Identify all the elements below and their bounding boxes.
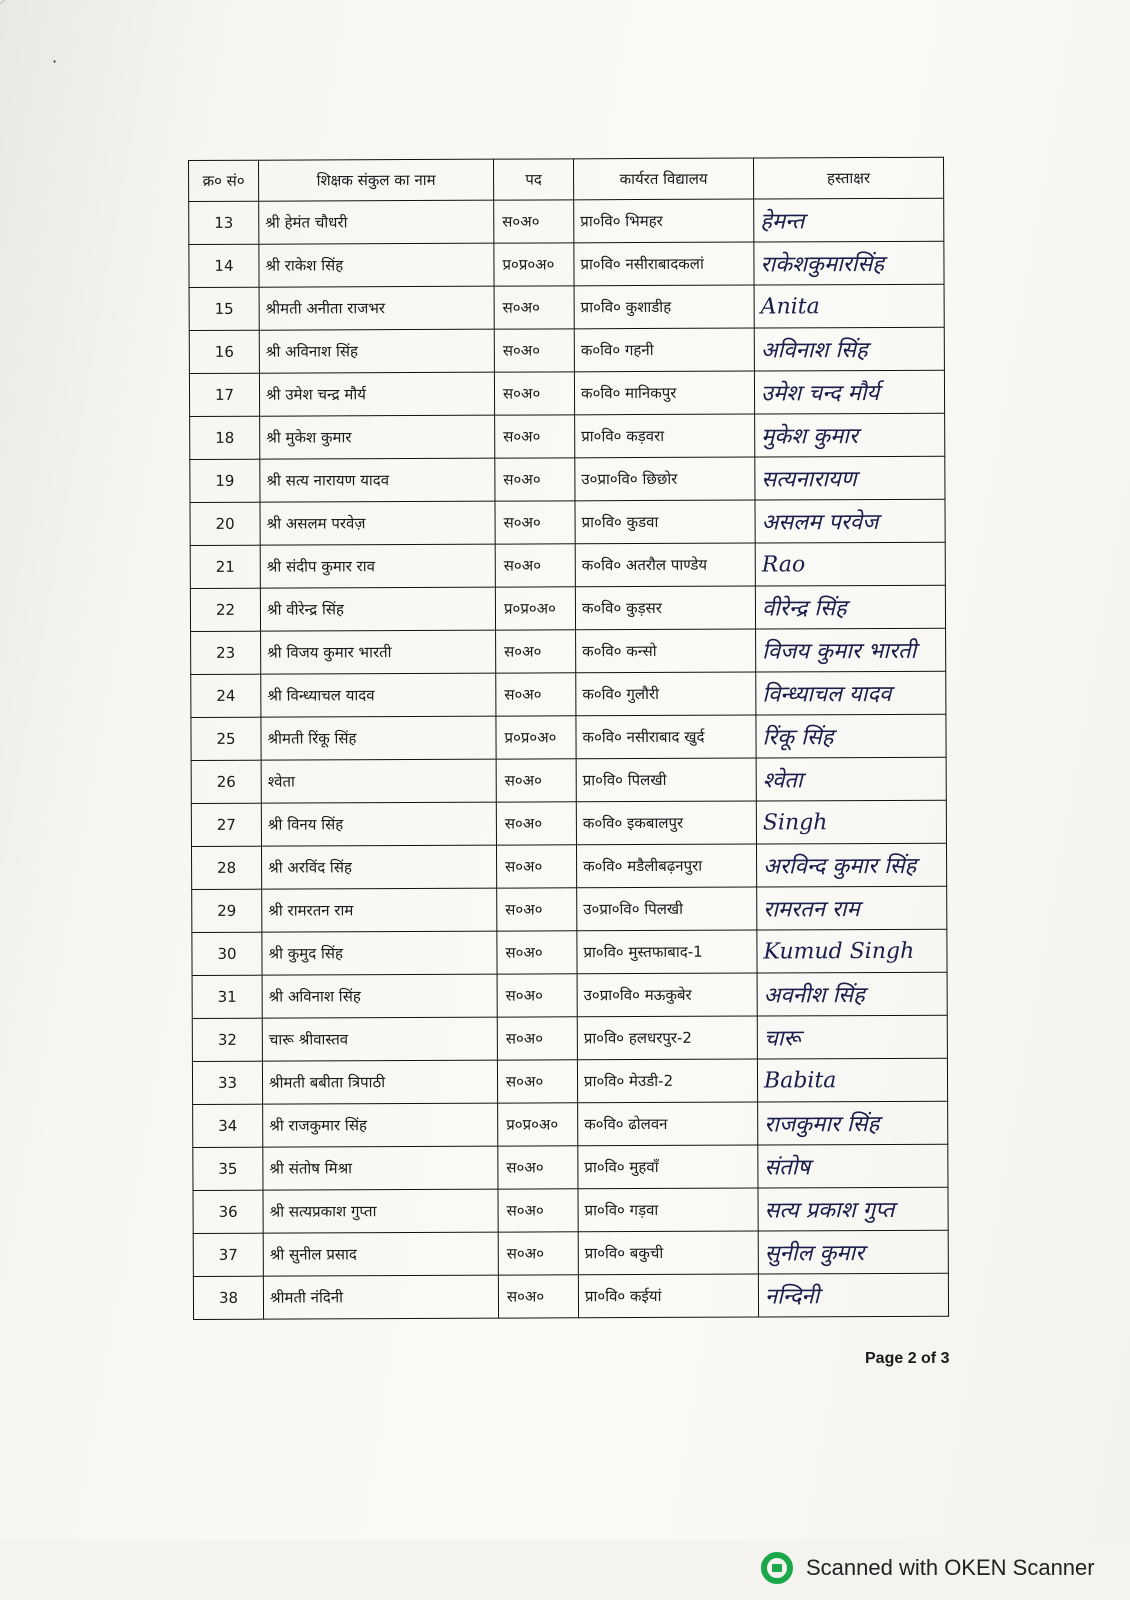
signature-cell: श्वेता (756, 757, 946, 801)
school-cell: प्रा०वि० नसीराबादकलां (574, 242, 754, 286)
signature-cell: मुकेश कुमार (755, 413, 945, 457)
post-cell: स०अ० (495, 544, 575, 587)
serial-number-cell: 31 (192, 975, 262, 1018)
post-cell: स०अ० (496, 802, 576, 845)
serial-number-cell: 32 (192, 1018, 262, 1061)
table-row (190, 585, 945, 631)
table-row (192, 1058, 947, 1104)
post-cell: स०अ० (495, 415, 575, 458)
teacher-name-cell: श्री विजय कुमार भारती (261, 630, 496, 674)
serial-number-cell: 20 (190, 502, 260, 545)
school-cell: उ०प्रा०वि० मऊकुबेर (577, 973, 757, 1017)
table-row (191, 757, 946, 803)
signature-cell: विजय कुमार भारती (756, 628, 946, 672)
signature-cell: विन्ध्याचल यादव (756, 671, 946, 715)
serial-number-cell: 24 (191, 674, 261, 717)
post-cell: स०अ० (494, 200, 574, 243)
table-row (190, 413, 945, 459)
table-row (191, 671, 946, 717)
serial-number-cell: 19 (190, 459, 260, 502)
signature-cell: Babita (757, 1058, 947, 1102)
table-row (190, 542, 945, 588)
serial-number-cell: 29 (192, 889, 262, 932)
page-number: Page 2 of 3 (865, 1350, 950, 1367)
teacher-name-cell: श्री विनय सिंह (261, 802, 496, 846)
teacher-name-cell: श्री उमेश चन्द्र मौर्य (259, 372, 494, 416)
header-teacher-name: शिक्षक संकुल का नाम (259, 159, 494, 201)
teacher-name-cell: श्री सत्यप्रकाश गुप्ता (263, 1189, 498, 1233)
serial-number-cell: 13 (189, 201, 259, 244)
teacher-name-cell: श्री अरविंद सिंह (261, 845, 496, 889)
signature-cell: सुनील कुमार (758, 1230, 948, 1274)
post-cell: स०अ० (496, 845, 576, 888)
table-row (189, 370, 944, 416)
serial-number-cell: 36 (193, 1190, 263, 1233)
post-cell: प्र०प्र०अ० (496, 716, 576, 759)
school-cell: क०वि० मडैलीबढ़नपुरा (576, 844, 756, 888)
school-cell: प्रा०वि० कुशाडीह (574, 285, 754, 329)
school-cell: क०वि० गुलौरी (576, 672, 756, 716)
teacher-name-cell: श्री रामरतन राम (262, 888, 497, 932)
signature-cell: अवनीश सिंह (757, 972, 947, 1016)
teacher-name-cell: श्री अविनाश सिंह (259, 329, 494, 373)
serial-number-cell: 18 (190, 416, 260, 459)
teacher-name-cell: श्री विन्ध्याचल यादव (261, 673, 496, 717)
table-row (191, 628, 946, 674)
serial-number-cell: 22 (190, 588, 260, 631)
serial-number-cell: 25 (191, 717, 261, 760)
school-cell: प्रा०वि० हलधरपुर-2 (577, 1016, 757, 1060)
signature-cell: Kumud Singh (757, 929, 947, 973)
scanner-label: Scanned with OKEN Scanner (806, 1555, 1095, 1580)
scan-speck (52, 52, 55, 55)
teacher-name-cell: श्री मुकेश कुमार (260, 415, 495, 459)
table-row (190, 499, 945, 545)
post-cell: स०अ० (495, 501, 575, 544)
table-row (193, 1144, 948, 1190)
post-cell: स०अ० (494, 286, 574, 329)
school-cell: क०वि० ढोलवन (578, 1102, 758, 1146)
signature-cell: उमेश चन्द मौर्य (754, 370, 944, 414)
post-cell: स०अ० (495, 458, 575, 501)
signature-cell: अविनाश सिंह (754, 327, 944, 371)
signature-cell: राकेशकुमारसिंह (754, 241, 944, 285)
post-cell: स०अ० (498, 1275, 578, 1318)
serial-number-cell: 17 (189, 373, 259, 416)
post-cell: स०अ० (497, 888, 577, 931)
signature-cell: हेमन्त (754, 198, 944, 242)
school-cell: उ०प्रा०वि० पिलखी (577, 887, 757, 931)
post-cell: स०अ० (497, 974, 577, 1017)
table-row (189, 198, 944, 244)
signature-cell: संतोष (758, 1144, 948, 1188)
post-cell: प्र०प्र०अ० (494, 243, 574, 286)
teacher-name-cell: श्री राजकुमार सिंह (263, 1103, 498, 1147)
serial-number-cell: 37 (193, 1233, 263, 1276)
table-row (192, 886, 947, 932)
teacher-name-cell: श्री सत्य नारायण यादव (260, 458, 495, 502)
table-header-row (189, 157, 944, 201)
teacher-name-cell: श्री संतोष मिश्रा (263, 1146, 498, 1190)
table-row (189, 327, 944, 373)
table-row (192, 929, 947, 975)
table-row (190, 456, 945, 502)
teacher-name-cell: श्रीमती अनीता राजभर (259, 286, 494, 330)
post-cell: स०अ० (498, 1189, 578, 1232)
school-cell: क०वि० मानिकपुर (574, 371, 754, 415)
table-row (192, 972, 947, 1018)
table-row (193, 1273, 948, 1319)
school-cell: प्रा०वि० मेउडी-2 (577, 1059, 757, 1103)
signature-cell: Singh (756, 800, 946, 844)
serial-number-cell: 38 (193, 1276, 263, 1319)
table-row (191, 800, 946, 846)
school-cell: क०वि० गहनी (574, 328, 754, 372)
scanner-watermark (760, 1548, 1095, 1588)
serial-number-cell: 27 (191, 803, 261, 846)
school-cell: प्रा०वि० बकुची (578, 1231, 758, 1275)
post-cell: स०अ० (497, 1017, 577, 1060)
teacher-name-cell: श्री राकेश सिंह (259, 243, 494, 287)
header-post: पद (493, 159, 573, 200)
signature-cell: असलम परवेज (755, 499, 945, 543)
teacher-name-cell: श्वेता (261, 759, 496, 803)
school-cell: प्रा०वि० गड़वा (578, 1188, 758, 1232)
signature-cell: रामरतन राम (757, 886, 947, 930)
table-row (193, 1187, 948, 1233)
teacher-name-cell: श्रीमती नंदिनी (263, 1275, 498, 1319)
serial-number-cell: 30 (192, 932, 262, 975)
school-cell: क०वि० नसीराबाद खुर्द (576, 715, 756, 759)
table-body (189, 198, 949, 1319)
header-serial-number: क्र० सं० (189, 160, 259, 201)
school-cell: प्रा०वि० मुस्तफाबाद-1 (577, 930, 757, 974)
table-row (192, 1015, 947, 1061)
school-cell: प्रा०वि० कईयां (578, 1274, 758, 1318)
teacher-roster-table (188, 157, 949, 1320)
signature-cell: सत्य प्रकाश गुप्त (758, 1187, 948, 1231)
signature-cell: Anita (754, 284, 944, 328)
teacher-name-cell: श्रीमती बबीता त्रिपाठी (262, 1060, 497, 1104)
serial-number-cell: 14 (189, 244, 259, 287)
signature-cell: वीरेन्द्र सिंह (755, 585, 945, 629)
teacher-name-cell: चारू श्रीवास्तव (262, 1017, 497, 1061)
table-row (193, 1101, 948, 1147)
teacher-name-cell: श्री संदीप कुमार राव (260, 544, 495, 588)
teacher-name-cell: श्री अविनाश सिंह (262, 974, 497, 1018)
post-cell: स०अ० (498, 1232, 578, 1275)
teacher-name-cell: श्री सुनील प्रसाद (263, 1232, 498, 1276)
signature-cell: नन्दिनी (758, 1273, 948, 1317)
serial-number-cell: 33 (192, 1061, 262, 1104)
teacher-name-cell: श्री असलम परवेज़ (260, 501, 495, 545)
header-school: कार्यरत विद्यालय (573, 158, 753, 200)
teacher-name-cell: श्रीमती रिंकू सिंह (261, 716, 496, 760)
school-cell: प्रा०वि० कुडवा (575, 500, 755, 544)
serial-number-cell: 23 (191, 631, 261, 674)
school-cell: प्रा०वि० पिलखी (576, 758, 756, 802)
school-cell: क०वि० इकबालपुर (576, 801, 756, 845)
post-cell: प्र०प्र०अ० (498, 1103, 578, 1146)
serial-number-cell: 28 (191, 846, 261, 889)
post-cell: स०अ० (498, 1146, 578, 1189)
table-row (189, 241, 944, 287)
signature-cell: चारू (757, 1015, 947, 1059)
post-cell: स०अ० (497, 931, 577, 974)
teacher-name-cell: श्री कुमुद सिंह (262, 931, 497, 975)
table-row (191, 714, 946, 760)
post-cell: प्र०प्र०अ० (495, 587, 575, 630)
school-cell: प्रा०वि० कड़वरा (575, 414, 755, 458)
school-cell: प्रा०वि० भिमहर (574, 199, 754, 243)
post-cell: स०अ० (496, 673, 576, 716)
serial-number-cell: 16 (189, 330, 259, 373)
post-cell: स०अ० (494, 329, 574, 372)
signature-cell: सत्यनारायण (755, 456, 945, 500)
post-cell: स०अ० (496, 759, 576, 802)
post-cell: स०अ० (497, 1060, 577, 1103)
serial-number-cell: 26 (191, 760, 261, 803)
school-cell: प्रा०वि० मुहवाँ (578, 1145, 758, 1189)
table-row (191, 843, 946, 889)
serial-number-cell: 21 (190, 545, 260, 588)
serial-number-cell: 35 (193, 1147, 263, 1190)
signature-cell: रिंकू सिंह (756, 714, 946, 758)
school-cell: उ०प्रा०वि० छिछोर (575, 457, 755, 501)
signature-cell: अरविन्द कुमार सिंह (756, 843, 946, 887)
table-row (193, 1230, 948, 1276)
serial-number-cell: 34 (193, 1104, 263, 1147)
teacher-name-cell: श्री वीरेन्द्र सिंह (260, 587, 495, 631)
post-cell: स०अ० (496, 630, 576, 673)
table-row (189, 284, 944, 330)
teacher-name-cell: श्री हेमंत चौधरी (259, 200, 494, 244)
serial-number-cell: 15 (189, 287, 259, 330)
oken-scanner-logo-icon (760, 1551, 794, 1585)
school-cell: क०वि० कन्सो (576, 629, 756, 673)
signature-cell: राजकुमार सिंह (758, 1101, 948, 1145)
signature-cell: Rao (755, 542, 945, 586)
header-signature: हस्ताक्षर (753, 157, 943, 199)
school-cell: क०वि० कुड़सर (575, 586, 755, 630)
school-cell: क०वि० अतरौल पाण्डेय (575, 543, 755, 587)
post-cell: स०अ० (494, 372, 574, 415)
